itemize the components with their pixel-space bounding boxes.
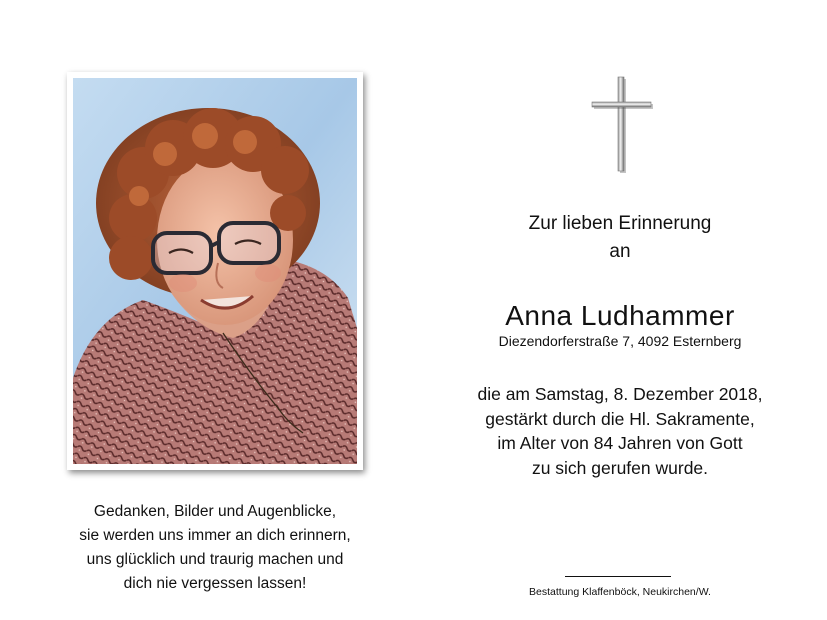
portrait-image [73,78,357,464]
cross-icon [590,76,654,174]
memory-heading [440,210,800,266]
poem [20,500,410,596]
passing-line: im Alter von 84 Jahren von Gott [497,433,743,453]
poem-line: uns glücklich und traurig machen und [86,551,344,568]
portrait-frame [67,72,363,470]
passing-text [440,382,800,480]
poem-line: Gedanken, Bilder und Augenblicke, [93,503,337,520]
poem-line: dich nie vergessen lassen! [123,575,307,592]
passing-line: zu sich gerufen wurde. [531,457,709,478]
deceased-name: Anna Ludhammer [505,300,735,331]
poem-line: sie werden uns immer an dich erinnern, [79,527,351,544]
memory-line: an [609,241,631,262]
funeral-home-credit: Bestattung Klaffenböck, Neukirchen/W. [529,586,711,598]
signature-divider [565,576,671,577]
passing-line: gestärkt durch die Hl. Sakramente, [485,408,755,429]
memory-line: Zur lieben Erinnerung [528,213,712,234]
portrait-photo [73,78,357,464]
passing-line: die am Samstag, 8. Dezember 2018, [477,384,763,404]
deceased-address: Diezendorferstraße 7, 4092 Esternberg [498,333,742,349]
